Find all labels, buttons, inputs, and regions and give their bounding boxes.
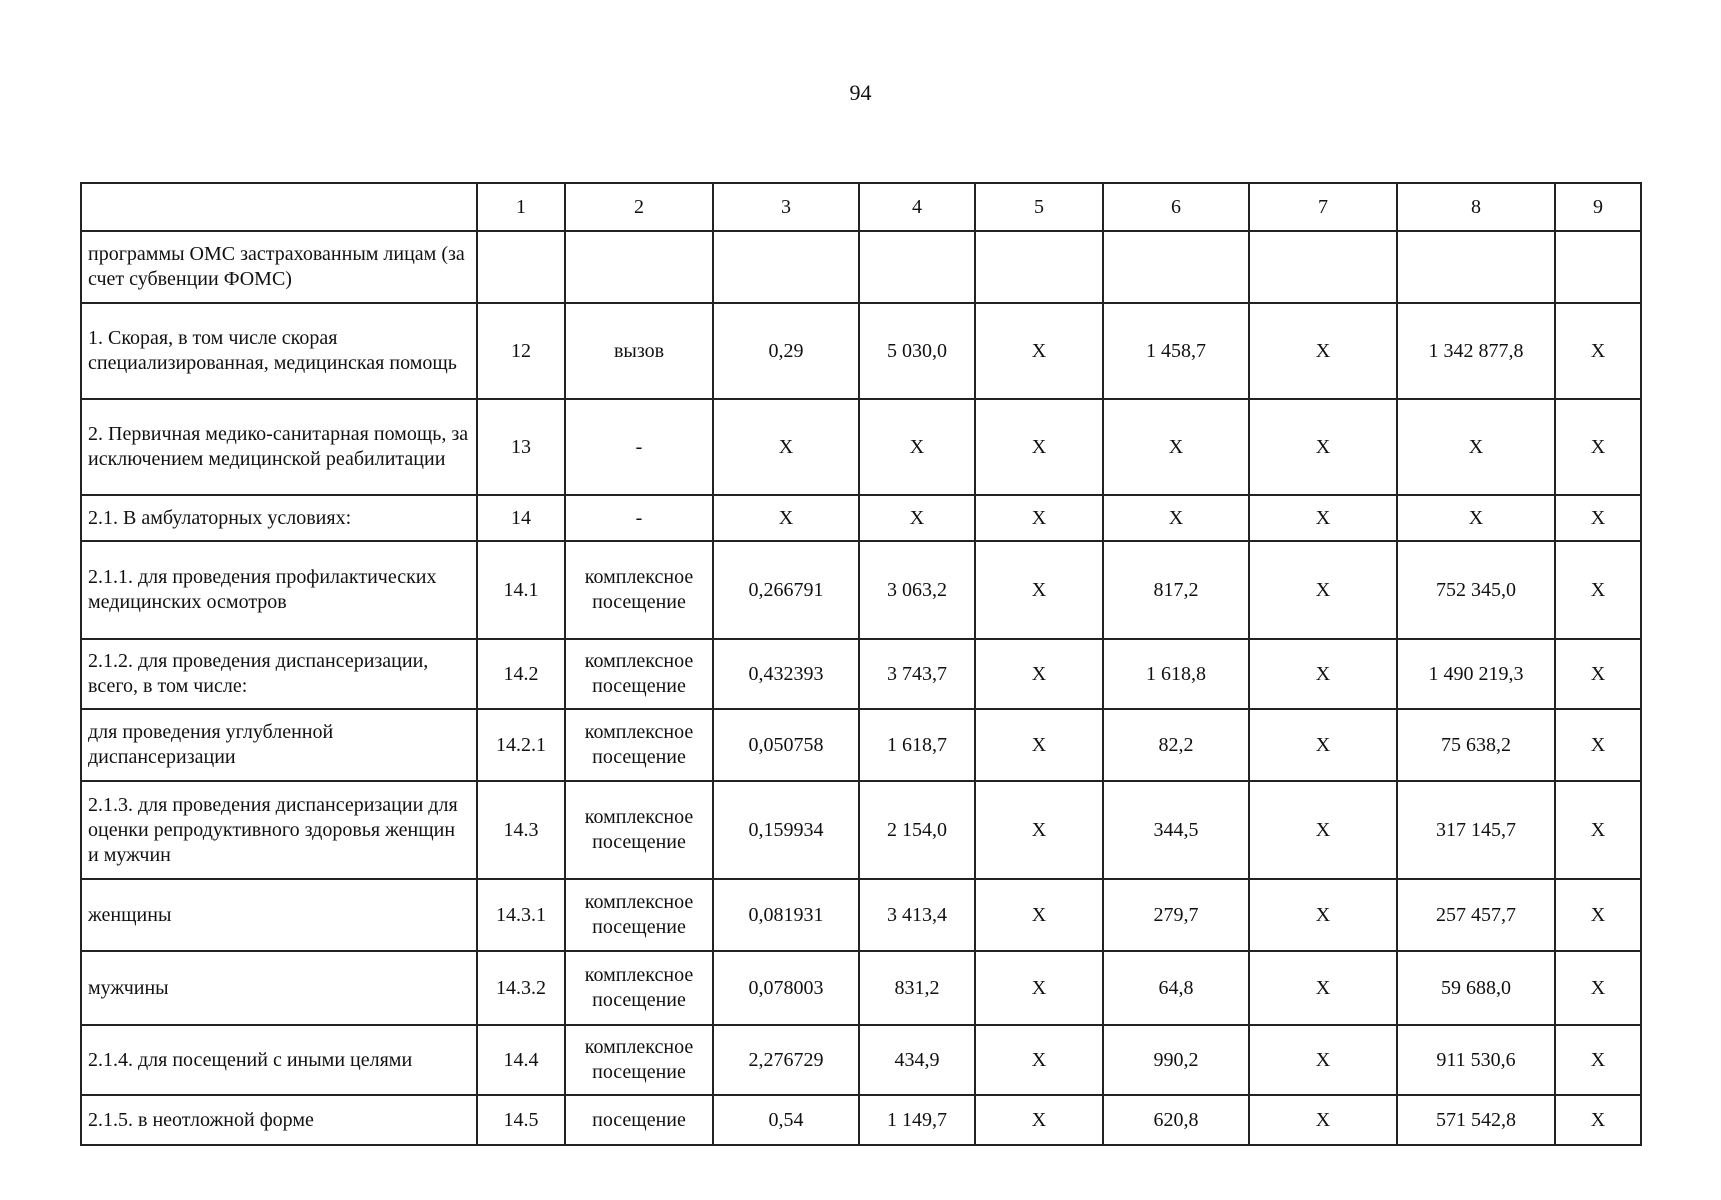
value-cell: 1 618,8 bbox=[1103, 639, 1249, 709]
value-cell: 1 618,7 bbox=[859, 709, 975, 781]
value-cell: X bbox=[975, 495, 1103, 541]
value-cell: X bbox=[1249, 495, 1397, 541]
value-cell: X bbox=[1555, 1025, 1641, 1095]
header-cell-6: 6 bbox=[1103, 183, 1249, 231]
value-cell: 990,2 bbox=[1103, 1025, 1249, 1095]
unit-cell: комплексное посещение bbox=[565, 1025, 713, 1095]
value-cell: X bbox=[1555, 541, 1641, 639]
row-label: 2.1.5. в неотложной форме bbox=[81, 1095, 477, 1145]
value-cell: 620,8 bbox=[1103, 1095, 1249, 1145]
header-cell-7: 7 bbox=[1249, 183, 1397, 231]
row-code: 14.1 bbox=[477, 541, 565, 639]
value-cell: 752 345,0 bbox=[1397, 541, 1555, 639]
value-cell: 3 413,4 bbox=[859, 879, 975, 951]
row-label: 2.1.1. для проведения профилактических медицинских осмотров bbox=[81, 541, 477, 639]
value-cell: 64,8 bbox=[1103, 951, 1249, 1025]
unit-cell: комплексное посещение bbox=[565, 639, 713, 709]
empty-cell bbox=[1103, 231, 1249, 303]
value-cell: X bbox=[1555, 709, 1641, 781]
row-label: 2.1.2. для проведения диспансеризации, всего, в том числе: bbox=[81, 639, 477, 709]
value-cell: 2,276729 bbox=[713, 1025, 859, 1095]
value-cell: 0,266791 bbox=[713, 541, 859, 639]
value-cell: X bbox=[1555, 399, 1641, 495]
header-cell-8: 8 bbox=[1397, 183, 1555, 231]
unit-cell: посещение bbox=[565, 1095, 713, 1145]
row-code: 14 bbox=[477, 495, 565, 541]
value-cell: X bbox=[859, 495, 975, 541]
value-cell: X bbox=[975, 303, 1103, 399]
row-label: для проведения углубленной диспансеризации bbox=[81, 709, 477, 781]
header-cell-5: 5 bbox=[975, 183, 1103, 231]
unit-cell: комплексное посещение bbox=[565, 709, 713, 781]
value-cell: 257 457,7 bbox=[1397, 879, 1555, 951]
row-code: 14.4 bbox=[477, 1025, 565, 1095]
unit-cell: комплексное посещение bbox=[565, 951, 713, 1025]
value-cell: 911 530,6 bbox=[1397, 1025, 1555, 1095]
table-row bbox=[81, 781, 1641, 879]
row-label: 2.1.3. для проведения диспансеризации для оценки репродуктивного здоровья женщин и мужчин bbox=[81, 781, 477, 879]
table-row bbox=[81, 1025, 1641, 1095]
value-cell: X bbox=[1249, 639, 1397, 709]
value-cell: X bbox=[1249, 709, 1397, 781]
value-cell: 0,159934 bbox=[713, 781, 859, 879]
value-cell: 0,54 bbox=[713, 1095, 859, 1145]
value-cell: X bbox=[1249, 781, 1397, 879]
value-cell: X bbox=[975, 1025, 1103, 1095]
row-label: мужчины bbox=[81, 951, 477, 1025]
value-cell: X bbox=[1249, 1095, 1397, 1145]
continuation-row bbox=[81, 231, 1641, 303]
value-cell: X bbox=[975, 781, 1103, 879]
value-cell: 0,432393 bbox=[713, 639, 859, 709]
row-label: программы ОМС застрахованным лицам (за счет субвенции ФОМС) bbox=[81, 231, 477, 303]
unit-cell: - bbox=[565, 495, 713, 541]
value-cell: 59 688,0 bbox=[1397, 951, 1555, 1025]
empty-cell bbox=[975, 231, 1103, 303]
value-cell: X bbox=[1249, 399, 1397, 495]
value-cell: X bbox=[859, 399, 975, 495]
value-cell: X bbox=[1397, 495, 1555, 541]
row-code: 14.3.1 bbox=[477, 879, 565, 951]
header-cell-1: 1 bbox=[477, 183, 565, 231]
value-cell: 1 490 219,3 bbox=[1397, 639, 1555, 709]
value-cell: 434,9 bbox=[859, 1025, 975, 1095]
value-cell: 279,7 bbox=[1103, 879, 1249, 951]
unit-cell: комплексное посещение bbox=[565, 781, 713, 879]
row-code: 14.2 bbox=[477, 639, 565, 709]
row-label: 2. Первичная медико-санитарная помощь, за исключением медицинской реабилитации bbox=[81, 399, 477, 495]
value-cell: 817,2 bbox=[1103, 541, 1249, 639]
unit-cell: комплексное посещение bbox=[565, 879, 713, 951]
value-cell: 344,5 bbox=[1103, 781, 1249, 879]
table-row bbox=[81, 709, 1641, 781]
value-cell: X bbox=[1397, 399, 1555, 495]
header-cell-3: 3 bbox=[713, 183, 859, 231]
row-label: 2.1. В амбулаторных условиях: bbox=[81, 495, 477, 541]
row-code: 12 bbox=[477, 303, 565, 399]
value-cell: 831,2 bbox=[859, 951, 975, 1025]
page-number: 94 bbox=[849, 80, 872, 105]
table-row bbox=[81, 541, 1641, 639]
empty-cell bbox=[1249, 231, 1397, 303]
value-cell: X bbox=[713, 495, 859, 541]
value-cell: X bbox=[1555, 1095, 1641, 1145]
value-cell: X bbox=[975, 399, 1103, 495]
unit-cell: комплексное посещение bbox=[565, 541, 713, 639]
table-row bbox=[81, 303, 1641, 399]
header-cell-4: 4 bbox=[859, 183, 975, 231]
row-code: 14.2.1 bbox=[477, 709, 565, 781]
row-code: 13 bbox=[477, 399, 565, 495]
value-cell: X bbox=[1249, 303, 1397, 399]
value-cell: X bbox=[1555, 951, 1641, 1025]
value-cell: X bbox=[1555, 781, 1641, 879]
value-cell: 0,078003 bbox=[713, 951, 859, 1025]
row-code: 14.5 bbox=[477, 1095, 565, 1145]
column-number-row bbox=[81, 183, 1641, 231]
header-cell-0 bbox=[81, 183, 477, 231]
value-cell: 1 458,7 bbox=[1103, 303, 1249, 399]
table-row bbox=[81, 399, 1641, 495]
unit-cell: - bbox=[565, 399, 713, 495]
value-cell: 1 342 877,8 bbox=[1397, 303, 1555, 399]
value-cell: 5 030,0 bbox=[859, 303, 975, 399]
value-cell: X bbox=[1249, 541, 1397, 639]
value-cell: X bbox=[713, 399, 859, 495]
value-cell: X bbox=[1555, 639, 1641, 709]
row-label: 2.1.4. для посещений с иными целями bbox=[81, 1025, 477, 1095]
value-cell: 3 063,2 bbox=[859, 541, 975, 639]
value-cell: X bbox=[1103, 399, 1249, 495]
table-row bbox=[81, 879, 1641, 951]
value-cell: X bbox=[975, 879, 1103, 951]
value-cell: X bbox=[975, 639, 1103, 709]
empty-cell bbox=[477, 231, 565, 303]
value-cell: X bbox=[975, 709, 1103, 781]
value-cell: X bbox=[1555, 303, 1641, 399]
value-cell: 75 638,2 bbox=[1397, 709, 1555, 781]
value-cell: X bbox=[1249, 879, 1397, 951]
value-cell: 1 149,7 bbox=[859, 1095, 975, 1145]
value-cell: X bbox=[1249, 1025, 1397, 1095]
value-cell: X bbox=[1103, 495, 1249, 541]
empty-cell bbox=[1397, 231, 1555, 303]
value-cell: X bbox=[1555, 495, 1641, 541]
value-cell: 0,081931 bbox=[713, 879, 859, 951]
data-table bbox=[80, 182, 1642, 1146]
value-cell: X bbox=[975, 1095, 1103, 1145]
value-cell: 0,29 bbox=[713, 303, 859, 399]
row-code: 14.3 bbox=[477, 781, 565, 879]
empty-cell bbox=[713, 231, 859, 303]
empty-cell bbox=[565, 231, 713, 303]
value-cell: 2 154,0 bbox=[859, 781, 975, 879]
row-label: 1. Скорая, в том числе скорая специализированная, медицинская помощь bbox=[81, 303, 477, 399]
value-cell: 82,2 bbox=[1103, 709, 1249, 781]
header-cell-2: 2 bbox=[565, 183, 713, 231]
table-row bbox=[81, 495, 1641, 541]
table-row bbox=[81, 639, 1641, 709]
unit-cell: вызов bbox=[565, 303, 713, 399]
value-cell: 317 145,7 bbox=[1397, 781, 1555, 879]
empty-cell bbox=[1555, 231, 1641, 303]
value-cell: 571 542,8 bbox=[1397, 1095, 1555, 1145]
value-cell: X bbox=[1249, 951, 1397, 1025]
value-cell: X bbox=[975, 541, 1103, 639]
header-cell-9: 9 bbox=[1555, 183, 1641, 231]
table-row bbox=[81, 951, 1641, 1025]
empty-cell bbox=[859, 231, 975, 303]
value-cell: 0,050758 bbox=[713, 709, 859, 781]
value-cell: 3 743,7 bbox=[859, 639, 975, 709]
value-cell: X bbox=[1555, 879, 1641, 951]
row-code: 14.3.2 bbox=[477, 951, 565, 1025]
value-cell: X bbox=[975, 951, 1103, 1025]
row-label: женщины bbox=[81, 879, 477, 951]
table-row bbox=[81, 1095, 1641, 1145]
